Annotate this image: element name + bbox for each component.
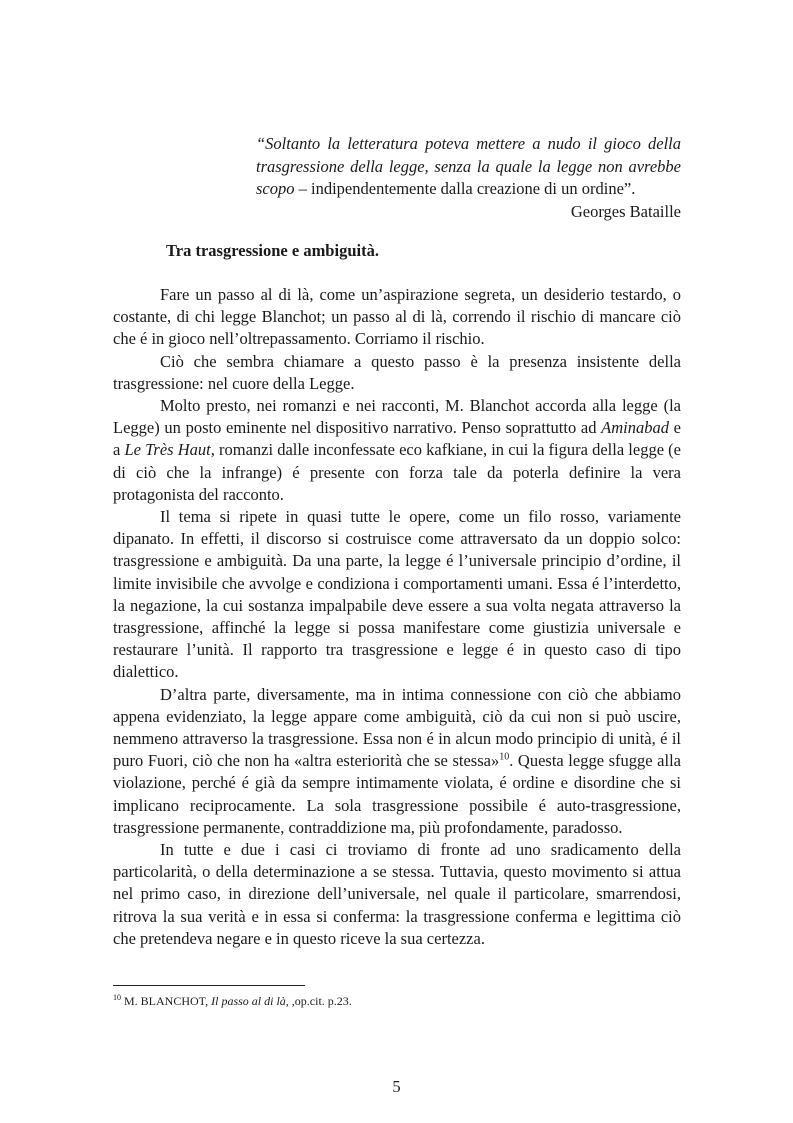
footnote-divider <box>113 985 305 986</box>
footnote-rest: ,op.cit. p.23. <box>291 994 352 1008</box>
epigraph <box>256 133 681 223</box>
paragraph-1: Fare un passo al di là, come un’aspirazione segreta, un desiderio testardo, o costante, di chi legge Blanchot; un passo al di là, correndo il rischio di mancare ciò che é in gioco nell’oltrepassamento. Corriamo il rischio. <box>113 285 681 349</box>
section-title: Tra trasgressione e ambiguità. <box>166 241 379 260</box>
paragraph-3-part-b: e a <box>113 418 681 460</box>
footnote-title: Il passo al di là, <box>211 994 289 1008</box>
paragraph-5 <box>113 684 681 839</box>
page-number: 5 <box>392 1077 401 1096</box>
paragraph-3 <box>113 395 681 506</box>
footnote-reference: 10 <box>499 751 510 763</box>
paragraph-5-part-a: D’altra parte, diversamente, ma in intima connessione con ciò che abbiamo appena evidenziato, la legge appare come ambiguità, ciò da cui non si può uscire, nemmeno attraverso la trasgressione. Essa non é in alcun modo principio di unità, é il puro Fuori, ciò che non ha «altra esteriorità che se stessa» <box>113 684 681 771</box>
epigraph-quote-plain: indipendentemente dalla creazione di un ordine”. <box>311 179 636 198</box>
paragraph-5-part-b: . Questa legge sfugge alla violazione, perché é già da sempre intimamente violata, é ordine e disordine che si implicano reciprocamente. La sola trasgressione possibile é auto-trasgressione, trasgressione permanente, contraddizione ma, più profondamente, paradosso. <box>113 751 681 837</box>
book-title-le-tres-haut: Le Très Haut <box>124 440 211 460</box>
body-text <box>113 284 681 950</box>
epigraph-quote-italic: “Soltanto la letteratura poteva mettere a nudo il gioco della trasgressione della legge, senza la quale la legge non avrebbe scopo – <box>256 134 681 198</box>
paragraph-3-part-a: Molto presto, nei romanzi e nei racconti, M. Blanchot accorda alla legge (la Legge) un posto eminente nel dispositivo narrativo. Penso soprattutto ad <box>113 396 681 438</box>
paragraph-4: Il tema si ripete in quasi tutte le opere, come un filo rosso, variamente dipanato. In effetti, il discorso si costruisce come attraversato da un doppio solco: trasgressione e ambiguità. Da una parte, la legge é l’universale principio d’ordine, il limite invisibile che avvolge e condiziona i comportamenti umani. Essa é l’interdetto, la negazione, la cui sostanza impalpabile deve essere a sua volta negata attraverso la trasgressione, affinché la legge si possa manifestare come giustizia universale e restaurare l’unità. Il rapporto tra trasgressione e legge é in questo caso di tipo dialettico. <box>113 507 681 682</box>
paragraph-3-part-c: , romanzi dalle inconfessate eco kafkiane, in cui la figura della legge (e di ciò che la infrange) é presente con forza tale da poterla definire la vera protagonista del racconto. <box>113 440 682 504</box>
paragraph-2: Ciò che sembra chiamare a questo passo è la presenza insistente della trasgressione: nel cuore della Legge. <box>113 351 681 393</box>
footnote-author: M. BLANCHOT, <box>124 994 209 1008</box>
paragraph-6: In tutte e due i casi ci troviamo di fronte ad uno sradicamento della particolarità, o della determinazione a se stessa. Tuttavia, questo movimento si attua nel primo caso, in direzione dell’universale, nel quale il particolare, smarrendosi, ritrova la sua verità e in essa si conferma: la trasgressione conferma e legittima ciò che pretendeva negare e in questo riceve la sua certezza. <box>113 840 681 948</box>
book-title-aminabad: Aminabad <box>601 418 669 438</box>
footnote <box>113 994 352 1009</box>
footnote-number: 10 <box>113 993 121 1002</box>
epigraph-author: Georges Bataille <box>570 201 681 221</box>
